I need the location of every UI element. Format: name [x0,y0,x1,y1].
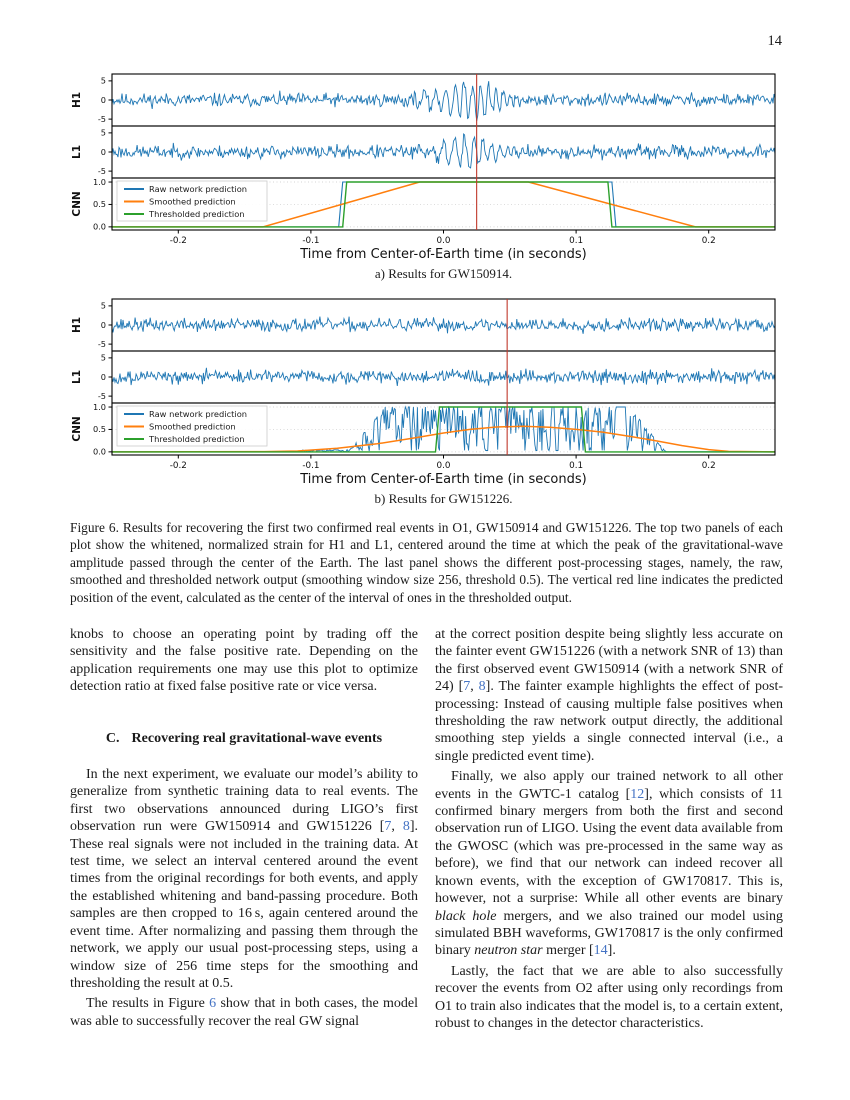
x-tick-label: 0.2 [701,236,716,246]
panel-label: H1 [71,91,83,109]
strain-cnn-chart-gw151226 [66,298,780,471]
legend-label: Thresholded prediction [149,433,245,444]
y-tick-label: 0.5 [92,424,106,435]
citation-link[interactable]: 12 [630,786,645,802]
figure-panel-gw150914 [66,73,780,281]
paragraph: at the correct position despite being slightly less accurate on the fainter event GW151226 (with a network SNR of 13) than the first observed event GW150914 (with a network SNR of 24) [7, 8]. The fainter example highlights the effect of post-processing: Instead of causing multiple false positives when thresholding the raw network output directly, the additional smoothing step yields a single connected interval (i.e., a single predicted event time). [435,627,783,764]
x-tick-label: -0.2 [169,236,187,246]
figure-panel-gw151226 [66,298,780,506]
y-tick-label: 5 [100,352,106,363]
legend-label: Smoothed prediction [149,421,236,432]
panel-label: H1 [71,316,83,334]
panel-label: L1 [71,370,83,384]
x-tick-label: -0.2 [169,461,187,471]
citation-link[interactable]: 8 [478,679,486,695]
y-tick-label: 1.0 [92,176,106,187]
x-tick-label: -0.1 [302,461,320,471]
citation-link[interactable]: 7 [384,819,392,835]
citation-link[interactable]: 8 [402,819,410,835]
y-tick-label: -5 [97,338,106,349]
section-heading: C. Recovering real gravitational-wave events [105,730,383,746]
y-tick-label: 5 [100,300,106,311]
y-tick-label: 0 [100,94,106,105]
y-tick-label: -5 [97,390,106,401]
body-text [70,626,783,1035]
y-tick-label: -5 [97,113,106,124]
legend-label: Smoothed prediction [149,196,236,207]
citation-link[interactable]: 6 [209,996,217,1012]
x-tick-label: -0.1 [302,236,320,246]
paragraph: Finally, we also apply our trained network to all other events in the GWTC-1 catalog [12], which consists of 11 confirmed binary mergers from both the first and second observation run of LIGO. Using the event data available from the GWOSC (which was pre-processed in the same way as before), we find that our network can indeed recover all known events, with the exception of GW170817. This is, however, not a surprise: While all other events are binary black hole mergers, and we also trained our model using simulated BBH waveforms, GW170817 is the only confirmed binary neutron star merger [14]. [435,769,784,959]
y-tick-label: 5 [100,75,106,86]
citation-link[interactable]: 7 [463,679,471,695]
emphasized-text: neutron star [474,943,543,959]
x-tick-label: 0.0 [436,236,451,246]
citation-link[interactable]: 14 [593,943,608,959]
paragraph: In the next experiment, we evaluate our model’s ability to generalize from synthetic training data to real events. The first two observations announced during LIGO’s first observation run were GW150914 and GW151226 [7, 8]. These real signals were not included in the training data. At test time, we select an interval centered around the event times from the original recordings for both events, and apply the established whitening and band-passing procedure. Both samples are then cropped to 16 s, again centered around the event time. After normalizing and passing them through the network, we apply our usual post-processing steps, using a window size of 256 time steps for the smoothing and thresholding the result at 0.5. [70,767,418,991]
x-tick-label: 0.2 [701,461,716,471]
y-tick-label: 5 [100,127,106,138]
x-tick-label: 0.1 [569,236,584,246]
y-tick-label: 0.0 [92,446,106,457]
x-tick-label: 0.0 [436,461,451,471]
panel-label: CNN [71,416,83,442]
panel-label: CNN [71,191,83,217]
y-tick-label: -5 [97,165,106,176]
subfigure-caption-a: a) Results for GW150914. [374,266,513,281]
strain-cnn-chart-gw150914 [66,73,780,246]
paragraph: knobs to choose an operating point by trading off the sensitivity and the false positive rate. Depending on the application requirements one may use this plot to optimize detection ratio at fixed false positive rate or vice versa. [70,627,418,695]
right-column [435,626,783,1035]
y-tick-label: 0.0 [92,221,106,232]
subfigure-caption-b: b) Results for GW151226. [374,491,513,506]
x-axis-label: Time from Center-of-Earth time (in seconds) [300,472,587,487]
left-column [70,626,418,1035]
figure-6-caption: Figure 6. Results for recovering the first two confirmed real events in O1, GW150914 and GW151226. The top two panels of each plot show the whitened, normalized strain for H1 and L1, centered around the time at which the peak of the gravitational-wave amplitude passed through the center of the Earth. The last panel shows the different post-processing stages, namely, the raw, smoothed and thresholded network output (smoothing window size 256, threshold 0.5). The vertical red line indicates the predicted position of the event, calculated as the center of the interval of ones in the thresholded output. [70,520,783,605]
y-tick-label: 1.0 [92,401,106,412]
legend-label: Raw network prediction [149,183,248,194]
x-axis-label: Time from Center-of-Earth time (in seconds) [300,247,587,262]
page-number: 14 [767,33,782,49]
emphasized-text: black hole [435,908,497,924]
y-tick-label: 0 [100,371,106,382]
y-tick-label: 0 [100,319,106,330]
panel-label: L1 [71,145,83,159]
x-tick-label: 0.1 [569,461,584,471]
y-tick-label: 0 [100,146,106,157]
legend-label: Thresholded prediction [149,208,245,219]
y-tick-label: 0.5 [92,199,106,210]
legend-label: Raw network prediction [149,408,248,419]
paragraph: Lastly, the fact that we are able to also successfully recover the events from O2 after using only recordings from O1 to train also indicates that the model is, to a certain extent, robust to changes in the detector characteristics. [435,963,783,1031]
paragraph: The results in Figure 6 show that in both cases, the model was able to successfully recover the real GW signal [70,996,419,1029]
